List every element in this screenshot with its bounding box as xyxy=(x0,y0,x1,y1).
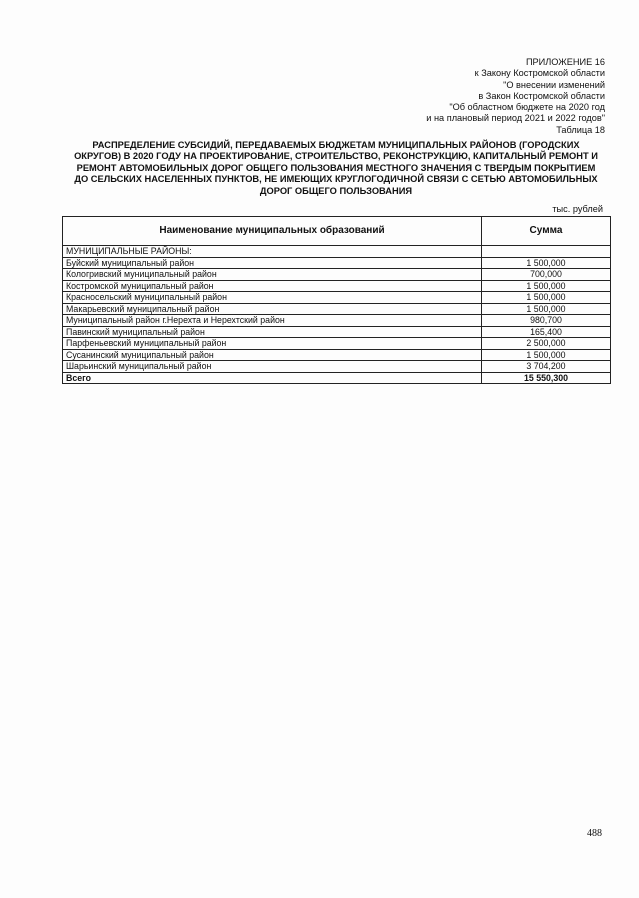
row-sum: 980,700 xyxy=(482,315,611,327)
header-name: Наименование муниципальных образований xyxy=(63,217,482,246)
document-title xyxy=(62,140,610,197)
row-sum: 700,000 xyxy=(482,269,611,281)
title-line: РАСПРЕДЕЛЕНИЕ СУБСИДИЙ, ПЕРЕДАВАЕМЫХ БЮДЖЕТАМ МУНИЦИПАЛЬНЫХ РАЙОНОВ (ГОРОДСКИХ xyxy=(92,140,580,150)
table-row xyxy=(63,338,611,350)
appendix-header xyxy=(305,57,605,136)
table-number: Таблица 18 xyxy=(556,124,605,135)
table-row xyxy=(63,269,611,281)
units-label: тыс. рублей xyxy=(552,204,603,214)
appendix-line: ПРИЛОЖЕНИЕ 16 xyxy=(525,57,605,67)
row-sum: 1 500,000 xyxy=(482,349,611,361)
row-name: Парфеньевский муниципальный район xyxy=(63,338,482,350)
row-name: Павинский муниципальный район xyxy=(63,326,482,338)
total-row xyxy=(63,372,611,384)
row-sum: 1 500,000 xyxy=(482,292,611,304)
row-name: Сусанинский муниципальный район xyxy=(63,349,482,361)
row-name: Кологривский муниципальный район xyxy=(63,269,482,281)
table-row xyxy=(63,257,611,269)
table-row xyxy=(63,292,611,304)
row-sum: 165,400 xyxy=(482,326,611,338)
title-line: РЕМОНТ АВТОМОБИЛЬНЫХ ДОРОГ ОБЩЕГО ПОЛЬЗОВАНИЯ МЕСТНОГО ЗНАЧЕНИЯ С ТВЕРДЫМ ПОКРЫТИЕМ xyxy=(76,162,596,173)
appendix-line: "О внесении изменений xyxy=(503,79,605,90)
title-line: ДОРОГ ОБЩЕГО ПОЛЬЗОВАНИЯ xyxy=(259,185,413,196)
section-label: МУНИЦИПАЛЬНЫЕ РАЙОНЫ: xyxy=(63,246,482,258)
row-name: Муниципальный район г.Нерехта и Нерехтский район xyxy=(63,315,482,327)
appendix-line: в Закон Костромской области xyxy=(478,90,605,101)
title-line: ОКРУГОВ) В 2020 ГОДУ НА ПРОЕКТИРОВАНИЕ, СТРОИТЕЛЬСТВО, РЕКОНСТРУКЦИЮ, КАПИТАЛЬНЫЙ РЕМОНТ И xyxy=(74,151,598,162)
row-sum: 2 500,000 xyxy=(482,338,611,350)
appendix-line: "Об областном бюджете на 2020 год xyxy=(449,102,605,113)
row-sum: 1 500,000 xyxy=(482,303,611,315)
table-row xyxy=(63,361,611,373)
row-name: Буйский муниципальный район xyxy=(63,257,482,269)
row-sum: 3 704,200 xyxy=(482,361,611,373)
table-row xyxy=(63,280,611,292)
appendix-line: и на плановый период 2021 и 2022 годов" xyxy=(426,113,605,124)
row-name: Красносельский муниципальный район xyxy=(63,292,482,304)
subsidy-table xyxy=(62,216,611,384)
header-sum: Сумма xyxy=(482,217,611,246)
row-name: Костромской муниципальный район xyxy=(63,280,482,292)
table-row xyxy=(63,349,611,361)
page-number: 488 xyxy=(587,828,602,839)
section-sum-empty xyxy=(482,246,611,258)
row-sum: 1 500,000 xyxy=(482,257,611,269)
table-header-row xyxy=(63,217,611,246)
total-label: Всего xyxy=(63,372,482,384)
table-row xyxy=(63,315,611,327)
title-line: ДО СЕЛЬСКИХ НАСЕЛЕННЫХ ПУНКТОВ, НЕ ИМЕЮЩИХ КРУГЛОГОДИЧНОЙ СВЯЗИ С СЕТЬЮ АВТОМОБИЛЬНЫХ xyxy=(74,174,598,185)
appendix-line: к Закону Костромской области xyxy=(474,68,605,79)
row-name: Шарьинский муниципальный район xyxy=(63,361,482,373)
section-row xyxy=(63,246,611,258)
row-sum: 1 500,000 xyxy=(482,280,611,292)
row-name: Макарьевский муниципальный район xyxy=(63,303,482,315)
table-row xyxy=(63,326,611,338)
table-row xyxy=(63,303,611,315)
total-sum: 15 550,300 xyxy=(482,372,611,384)
